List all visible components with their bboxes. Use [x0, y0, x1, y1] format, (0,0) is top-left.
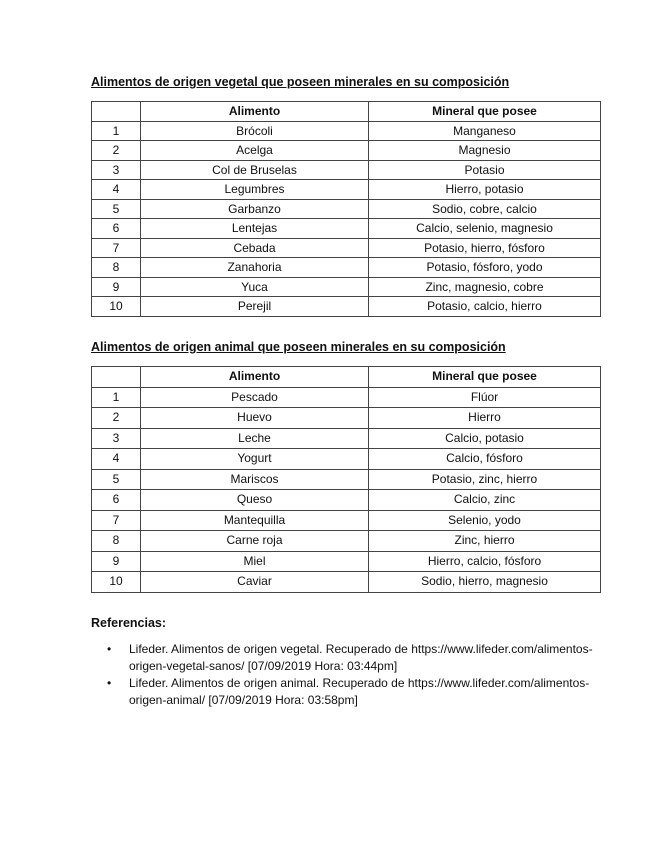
- food-name: Cebada: [141, 238, 369, 258]
- mineral-list: Calcio, zinc: [369, 490, 601, 511]
- table-row: [92, 141, 601, 161]
- table-header-row: [92, 102, 601, 122]
- row-number: 8: [92, 258, 141, 278]
- food-name: Yuca: [141, 277, 369, 297]
- food-name: Garbanzo: [141, 199, 369, 219]
- row-number: 6: [92, 490, 141, 511]
- food-name: Miel: [141, 551, 369, 572]
- table-row: [92, 408, 601, 429]
- mineral-list: Potasio, fósforo, yodo: [369, 258, 601, 278]
- row-number: 5: [92, 469, 141, 490]
- mineral-list: Hierro, calcio, fósforo: [369, 551, 601, 572]
- reference-item: • Lifeder. Alimentos de origen vegetal. Recuperado de https://www.lifeder.com/alimentos-origen-vegetal-sanos/ [07/09/2019 Hora: 03:44pm]: [129, 641, 609, 674]
- table-row: [92, 180, 601, 200]
- mineral-list: Manganeso: [369, 121, 601, 141]
- mineral-list: Hierro: [369, 408, 601, 429]
- references-list: [91, 641, 609, 709]
- header-mineral: Mineral que posee: [369, 102, 601, 122]
- food-name: Queso: [141, 490, 369, 511]
- header-food: Alimento: [141, 102, 369, 122]
- row-number: 6: [92, 219, 141, 239]
- food-name: Huevo: [141, 408, 369, 429]
- table-row: [92, 160, 601, 180]
- food-name: Leche: [141, 428, 369, 449]
- food-name: Mantequilla: [141, 510, 369, 531]
- food-name: Carne roja: [141, 531, 369, 552]
- table-row: [92, 121, 601, 141]
- mineral-list: Potasio, zinc, hierro: [369, 469, 601, 490]
- mineral-list: Potasio, hierro, fósforo: [369, 238, 601, 258]
- mineral-list: Sodio, cobre, calcio: [369, 199, 601, 219]
- row-number: 1: [92, 387, 141, 408]
- table-row: [92, 510, 601, 531]
- table-row: [92, 387, 601, 408]
- food-name: Legumbres: [141, 180, 369, 200]
- reference-item: • Lifeder. Alimentos de origen animal. Recuperado de https://www.lifeder.com/alimentos-origen-animal/ [07/09/2019 Hora: 03:58pm]: [129, 675, 609, 708]
- mineral-list: Hierro, potasio: [369, 180, 601, 200]
- food-name: Acelga: [141, 141, 369, 161]
- table-row: [92, 238, 601, 258]
- mineral-list: Calcio, fósforo: [369, 449, 601, 470]
- table-row: [92, 531, 601, 552]
- row-number: 9: [92, 277, 141, 297]
- food-name: Caviar: [141, 572, 369, 593]
- row-number: 3: [92, 428, 141, 449]
- table-row: [92, 258, 601, 278]
- mineral-list: Zinc, magnesio, cobre: [369, 277, 601, 297]
- food-name: Lentejas: [141, 219, 369, 239]
- table-row: [92, 551, 601, 572]
- vegetal-minerals-table: [91, 101, 601, 317]
- mineral-list: Potasio: [369, 160, 601, 180]
- table-row: [92, 277, 601, 297]
- mineral-list: Potasio, calcio, hierro: [369, 297, 601, 317]
- row-number: 7: [92, 510, 141, 531]
- row-number: 8: [92, 531, 141, 552]
- table-row: [92, 428, 601, 449]
- mineral-list: Flúor: [369, 387, 601, 408]
- header-number: [92, 367, 141, 388]
- row-number: 10: [92, 572, 141, 593]
- vegetal-table-title: Alimentos de origen vegetal que poseen minerales en su composición: [91, 75, 510, 89]
- mineral-list: Magnesio: [369, 141, 601, 161]
- mineral-list: Calcio, selenio, magnesio: [369, 219, 601, 239]
- row-number: 9: [92, 551, 141, 572]
- row-number: 7: [92, 238, 141, 258]
- table-row: [92, 490, 601, 511]
- row-number: 2: [92, 408, 141, 429]
- row-number: 1: [92, 121, 141, 141]
- animal-table-title: Alimentos de origen animal que poseen minerales en su composición: [91, 340, 506, 354]
- food-name: Mariscos: [141, 469, 369, 490]
- row-number: 4: [92, 449, 141, 470]
- table-row: [92, 449, 601, 470]
- food-name: Perejil: [141, 297, 369, 317]
- row-number: 10: [92, 297, 141, 317]
- mineral-list: Selenio, yodo: [369, 510, 601, 531]
- mineral-list: Calcio, potasio: [369, 428, 601, 449]
- table-row: [92, 199, 601, 219]
- food-name: Brócoli: [141, 121, 369, 141]
- table-row: [92, 219, 601, 239]
- header-mineral: Mineral que posee: [369, 367, 601, 388]
- references-heading: Referencias:: [91, 616, 167, 630]
- table-row: [92, 297, 601, 317]
- food-name: Zanahoria: [141, 258, 369, 278]
- table-header-row: [92, 367, 601, 388]
- row-number: 4: [92, 180, 141, 200]
- header-food: Alimento: [141, 367, 369, 388]
- food-name: Pescado: [141, 387, 369, 408]
- food-name: Col de Bruselas: [141, 160, 369, 180]
- row-number: 2: [92, 141, 141, 161]
- table-row: [92, 572, 601, 593]
- food-name: Yogurt: [141, 449, 369, 470]
- animal-minerals-table: [91, 366, 601, 593]
- header-number: [92, 102, 141, 122]
- mineral-list: Sodio, hierro, magnesio: [369, 572, 601, 593]
- row-number: 5: [92, 199, 141, 219]
- table-row: [92, 469, 601, 490]
- row-number: 3: [92, 160, 141, 180]
- mineral-list: Zinc, hierro: [369, 531, 601, 552]
